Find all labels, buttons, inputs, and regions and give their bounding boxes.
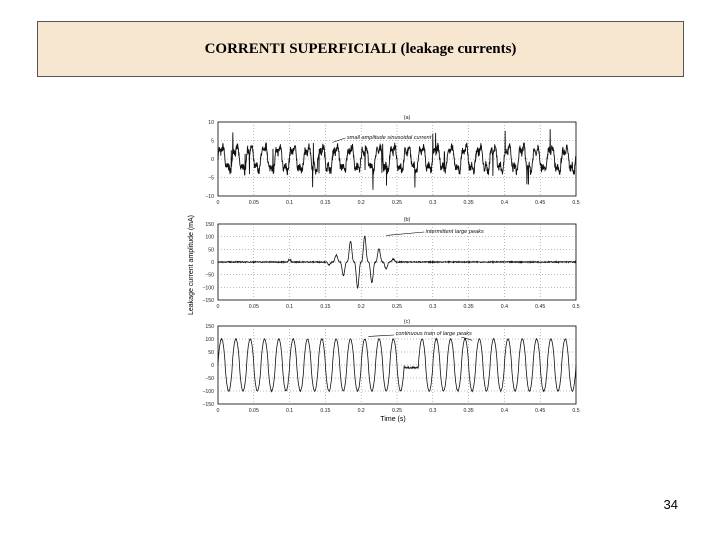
- x-tick-label: 0.4: [500, 200, 509, 206]
- x-tick-label: 0.4: [500, 408, 509, 414]
- x-tick-label: 0.1: [285, 304, 294, 310]
- x-tick-label: 0.2: [357, 304, 365, 310]
- x-tick-label: 0.05: [248, 304, 259, 310]
- y-tick-label: 100: [205, 337, 214, 343]
- x-tick-label: 0.25: [391, 304, 403, 310]
- x-tick-label: 0.2: [357, 200, 365, 206]
- panel-c: [202, 319, 579, 414]
- x-tick-label: 0.35: [463, 200, 474, 206]
- x-tick-label: 0.25: [391, 408, 403, 414]
- x-tick-label: 0.45: [535, 200, 546, 206]
- y-tick-label: 100: [205, 234, 214, 241]
- x-tick-label: 0.1: [285, 408, 294, 414]
- y-tick-label: 50: [208, 247, 214, 254]
- y-tick-label: 10: [208, 120, 214, 126]
- x-tick-label: 0.5: [572, 408, 580, 414]
- x-tick-label: 0.05: [248, 200, 259, 206]
- panel-label: (b): [403, 217, 411, 223]
- x-axis-label: Time (s): [380, 416, 406, 423]
- y-tick-label: −100: [202, 389, 214, 395]
- y-tick-label: −100: [202, 285, 214, 292]
- leakage-current-figure: [183, 108, 593, 428]
- x-tick-label: 0: [216, 200, 220, 206]
- panel-a: [205, 115, 580, 206]
- y-tick-label: 0: [211, 157, 214, 163]
- x-tick-label: 0.05: [248, 408, 259, 414]
- panel-b: [202, 217, 579, 310]
- y-tick-label: 50: [208, 350, 214, 356]
- y-tick-label: 5: [211, 138, 214, 145]
- x-tick-label: 0.4: [500, 304, 509, 310]
- x-tick-label: 0.15: [320, 200, 331, 206]
- slide-title-box: [37, 21, 684, 77]
- x-tick-label: 0.3: [429, 304, 437, 310]
- x-tick-label: 0: [216, 408, 220, 414]
- x-tick-label: 0.45: [535, 304, 546, 310]
- y-tick-label: −150: [202, 402, 214, 408]
- x-tick-label: 0.35: [463, 408, 474, 414]
- y-tick-label: 0: [211, 363, 214, 369]
- y-tick-label: −50: [205, 272, 214, 279]
- x-tick-label: 0.2: [357, 408, 365, 414]
- panel-label: (c): [403, 319, 411, 325]
- x-tick-label: 0.45: [535, 408, 546, 414]
- x-tick-label: 0.15: [320, 408, 331, 414]
- x-tick-label: 0.5: [572, 304, 580, 310]
- page-number: 34: [663, 497, 678, 512]
- y-tick-label: 150: [205, 324, 214, 330]
- y-tick-label: −5: [208, 175, 214, 182]
- y-tick-label: 0: [211, 260, 214, 266]
- y-tick-label: −150: [202, 298, 214, 304]
- y-axis-label: Leakage current amplitude (mA): [188, 215, 195, 315]
- x-tick-label: 0.25: [391, 200, 403, 206]
- y-tick-label: 150: [205, 222, 214, 228]
- y-tick-label: −10: [205, 194, 214, 200]
- annotation-text: intermittent large peaks: [425, 229, 484, 235]
- annotation-text: small amplitude sinusoidal current: [346, 135, 432, 141]
- x-tick-label: 0.15: [320, 304, 331, 310]
- panel-label: (a): [403, 115, 411, 121]
- slide-title: CORRENTI SUPERFICIALI (leakage currents): [204, 40, 517, 57]
- x-tick-label: 0.1: [285, 200, 294, 206]
- annotation-text: continuous train of large peaks: [395, 331, 472, 337]
- x-tick-label: 0.35: [463, 304, 474, 310]
- x-tick-label: 0: [216, 304, 220, 310]
- x-tick-label: 0.5: [572, 200, 580, 206]
- x-tick-label: 0.3: [429, 200, 437, 206]
- y-tick-label: −50: [205, 376, 214, 382]
- x-tick-label: 0.3: [429, 408, 437, 414]
